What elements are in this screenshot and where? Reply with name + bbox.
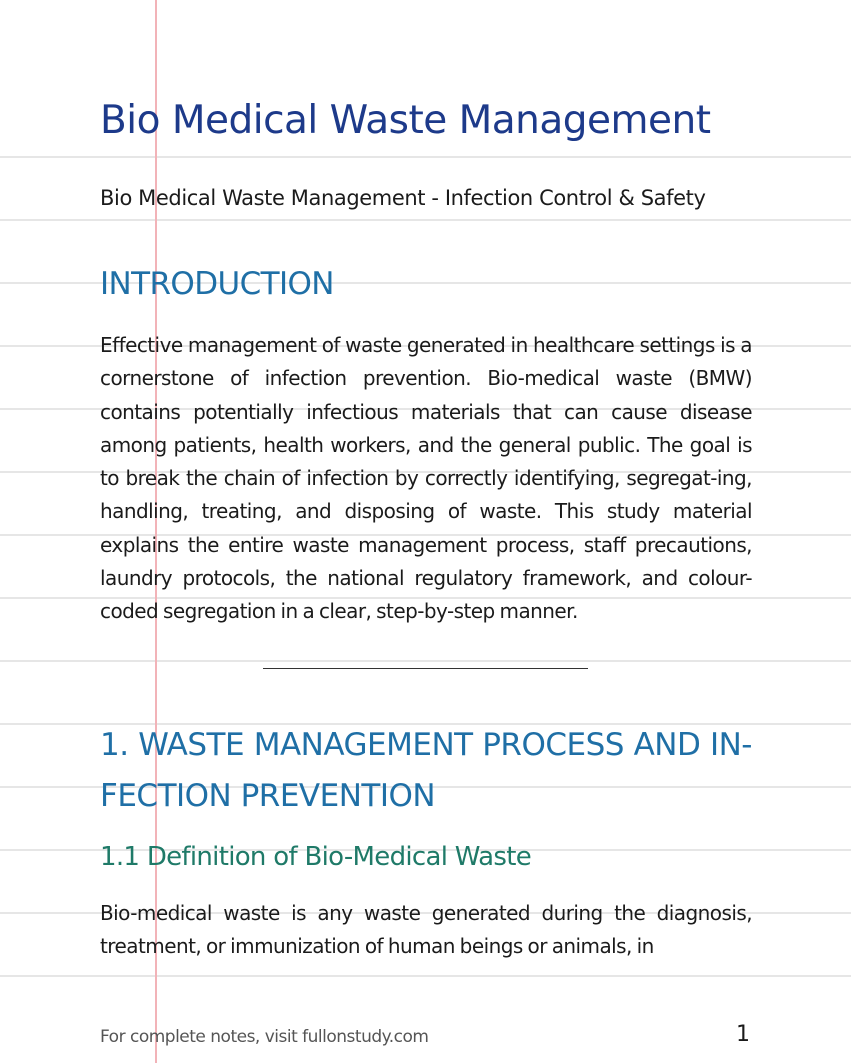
ruled-line <box>0 156 851 158</box>
section-divider <box>263 668 588 669</box>
document-subtitle: Bio Medical Waste Management - Infection Control & Safety <box>100 186 706 210</box>
definition-paragraph: Bio-medical waste is any waste generated during the diagnosis, treatment, or immunization of human beings or animals, in <box>100 901 752 959</box>
document-title: Bio Medical Waste Management <box>100 98 711 143</box>
subsection-1-1-heading: 1.1 Definition of Bio-Medical Waste <box>100 842 532 872</box>
introduction-paragraph: Effective management of waste generated in healthcare settings is a cornerstone of infection prevention. Bio-medical waste (BMW) contains potentially infectious materials that can cause disease among patients, health workers, and the general public. The goal is to break the chain of infection by correctly identifying, segregat-ing, handling, treating, and disposing of waste. This study material explains the entire waste management process, staff precautions, laundry protocols, the national regulatory framework, and colour-coded segregation in a clear, step-by-step manner. <box>100 333 752 624</box>
ruled-line <box>0 975 851 977</box>
introduction-heading: INTRODUCTION <box>100 266 334 302</box>
ruled-line <box>0 660 851 662</box>
page-number: 1 <box>736 1022 750 1047</box>
footer-link-text: For complete notes, visit fullonstudy.com <box>100 1027 429 1047</box>
section-1-heading: 1. WASTE MANAGEMENT PROCESS AND IN-FECTION PREVENTION <box>100 727 752 814</box>
ruled-line <box>0 219 851 221</box>
